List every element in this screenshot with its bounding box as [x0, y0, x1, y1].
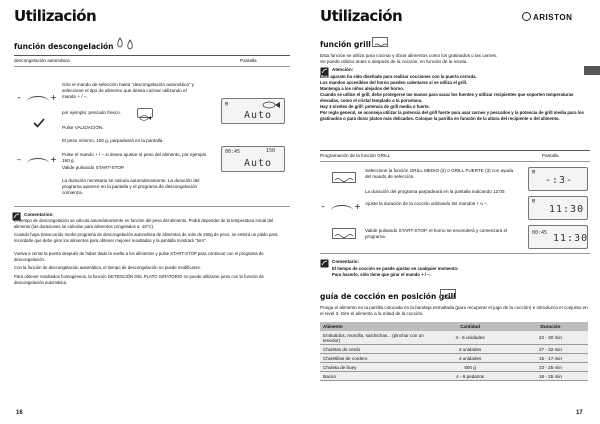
grill-icon	[440, 289, 456, 299]
comment-text: Con la función de descongelación automática, el tiempo de descongelación no puede modificarse.	[14, 265, 202, 270]
table-cell: 15 - 17 min	[513, 354, 588, 363]
attention-text: Los mandos accesibles del horno pueden calentarse si se utiliza el grill.	[320, 80, 468, 85]
table-cell: Embutidos, morcilla, salchichas... (pinchar con un tenedor)	[320, 331, 427, 345]
table-cell: 4 - 6 pedazos	[427, 372, 513, 381]
display-screen: 00:45 11:30	[528, 225, 588, 249]
selector-knob-icon	[331, 205, 353, 216]
divider	[320, 253, 590, 254]
attention-title: Atención:	[332, 67, 354, 72]
comment-text: Cuando haya transcurrido medio programa de descongelación automática de alimentos de más de 250g de peso, se emitirá un pitido para recordarle que debe girar los alimentos para obtener mejores resultados y la pantalla mostrará "turn".	[14, 232, 278, 243]
attention-text: Por regla general, se aconseja utilizar la potencia del grill fuerte para asar carnes y pescados y la potencia de grill media para los gratinados o para dorar platos más delicados. Coloque la parrilla en función de la altura del recipiente o del alimento.	[320, 110, 584, 121]
guide-text: Ponga el alimento en la parrilla colocada en la bandeja esmaltada (para recuperar el jugo de la cocción) e introduzca el conjunto en el nivel 3. Gire el alimento a la mitad de la cocción.	[320, 305, 588, 316]
grill-icon	[332, 172, 356, 183]
section-title: función descongelación	[14, 42, 114, 51]
fish-icon	[260, 100, 282, 110]
attention-text: Este aparato ha sido diseñado para realizar cocciones con la puerta cerrada.	[320, 74, 477, 79]
selector-knob-icon	[27, 96, 49, 107]
comment-text: Vuelva a cerrar la puerta después de haber dado la vuelta a los alimentos y pulse START-STOP para continuar con el programa de descongelación.	[14, 251, 264, 262]
fish-icon	[137, 108, 153, 118]
table-cell: Bacon	[320, 372, 427, 381]
grill-step-adjust: Ajuste la duración de la cocción utilizando los mandos + o –.	[365, 201, 488, 206]
column-header: Cantidad	[427, 322, 513, 331]
step-duration: La duración necesaria se calcula automáticamente. La duración del programa aparece en la pantalla y el programa de descongelación comienza.	[62, 178, 200, 195]
table-row	[320, 363, 588, 372]
step-min-weight: El peso mínimo, 100 g, parpadeará en la pantalla.	[62, 138, 164, 143]
display-screen: ▤ 11:30	[528, 196, 588, 220]
attention-text: Hay 3 niveles de grill: potencia de grill media o fuerte.	[320, 104, 430, 109]
table-cell: 800 g	[427, 363, 513, 372]
minus-icon: –	[17, 155, 21, 164]
table-cell: 4 unidades	[427, 354, 513, 363]
minus-icon: –	[17, 93, 21, 102]
table-cell: Chuleta de buey	[320, 363, 427, 372]
comment-title: Comentario:	[332, 259, 360, 264]
step-example: por ejemplo: pescado fresco.	[62, 110, 121, 115]
table-header-right: Pantalla	[542, 153, 559, 158]
step-adjust-weight: Pulse el mando + / – si desea ajustar el peso del alimento, por ejemplo 150 g.	[62, 152, 207, 163]
page-number: 16	[16, 410, 23, 416]
table-cell: Chuletas de cerdo	[320, 345, 427, 354]
page-title: Utilización	[14, 7, 97, 25]
display-screen: ▤ -:3-	[528, 167, 588, 191]
table-row	[320, 372, 588, 381]
divider	[320, 150, 590, 151]
brand-logo-icon	[522, 12, 531, 21]
step-start: Valide pulsando START-STOP.	[62, 165, 125, 170]
table-cell: 23 - 25 min	[513, 363, 588, 372]
comment-text: El tiempo de descongelación se calcula automáticamente en función del peso del alimento. Podrá depender de la temperatura inicial del alimento (las duraciones se calculan para alimentos congelados a -18°C).	[14, 218, 274, 229]
divider	[14, 206, 290, 207]
table-cell: Chuletillas de cordero	[320, 354, 427, 363]
table-row	[320, 354, 588, 363]
page-right	[300, 0, 600, 424]
defrost-icon	[115, 36, 137, 50]
table-cell: 27 - 32 min	[513, 345, 588, 354]
table-header-left: Programación de la función GRILL	[320, 153, 391, 158]
plus-icon: +	[50, 93, 57, 102]
check-icon	[33, 118, 45, 128]
table-row	[320, 331, 588, 345]
comment-text: Para obtener resultados homogéneos, la función DETENCIÓN DEL PLATO GIRATORIO no puede utilizarse junto con la función de descongelación automática.	[14, 274, 264, 285]
table-cell: 4 - 6 unidades	[427, 331, 513, 345]
intro-text: Se puede utilizar antes o después de la cocción, en función de la receta.	[320, 59, 468, 64]
grill-step-select: Seleccione la función GRILL MEDIO (2) o GRILL FUERTE (3) con ayuda del mando de selección.	[365, 168, 514, 179]
grill-step-start: Valide pulsando START-STOP, el horno se encenderá y comenzará el programa.	[365, 228, 508, 239]
table-row	[320, 345, 588, 354]
display-screen: 00:45 150 Auto	[221, 146, 285, 172]
display-screen: ▤ Auto	[221, 98, 285, 124]
comment-text: El tiempo de cocción se puede ajustar en cualquier momento:	[332, 266, 459, 271]
intro-text: Esta función se utiliza para cocinar y dorar alimentos como los gratinados o las carnes.	[320, 53, 498, 58]
column-header: Duración	[513, 322, 588, 331]
table-header-right: Pantalla	[240, 58, 257, 63]
table-cell: 18 - 25 min	[513, 372, 588, 381]
column-header: Alimento	[320, 322, 427, 331]
grill-icon	[372, 37, 388, 47]
step-validate: Pulse VALIDACIÓN.	[62, 125, 104, 130]
comments-title: Comentarios:	[24, 212, 54, 217]
cooking-table	[320, 322, 588, 381]
plus-icon: +	[50, 155, 57, 164]
plus-icon: +	[354, 202, 361, 211]
minus-icon: –	[321, 202, 325, 211]
grill-icon	[332, 228, 356, 239]
comment-icon	[320, 259, 329, 268]
comment-text: Para hacerlo, sólo tiene que girar el mando + / –.	[332, 272, 431, 277]
page-title: Utilización	[320, 7, 403, 25]
divider	[320, 161, 590, 162]
section-title: función grill	[320, 40, 371, 49]
divider	[14, 55, 290, 56]
attention-text: Mantenga a los niños alejados del horno.	[320, 86, 405, 91]
brand-logo: ARISTON	[522, 12, 572, 22]
step-select-defrost: Gire el mando de selección hasta "descongelación automática" y seleccione el tipo de alimento que desea cocinar utilizando el mando + / –.	[62, 82, 194, 99]
table-header-left: descongelación automática	[14, 58, 70, 63]
page-number: 17	[576, 410, 583, 416]
attention-text: Cuando se utilice el grill, debe protegerse las manos para sacar los fuentes y utilizar recipientes que soporten temperaturas elevadas, como el cristal templado o la porcelana.	[320, 92, 574, 103]
guide-title: guía de cocción en posición grill	[320, 292, 456, 301]
selector-knob-icon	[27, 158, 49, 169]
grill-step-duration: La duración del programa parpadeará en la pantalla indicando 12:00.	[365, 189, 506, 194]
divider	[14, 66, 290, 67]
table-cell: 22 - 30 min	[513, 331, 588, 345]
table-cell: 4 unidades	[427, 345, 513, 354]
